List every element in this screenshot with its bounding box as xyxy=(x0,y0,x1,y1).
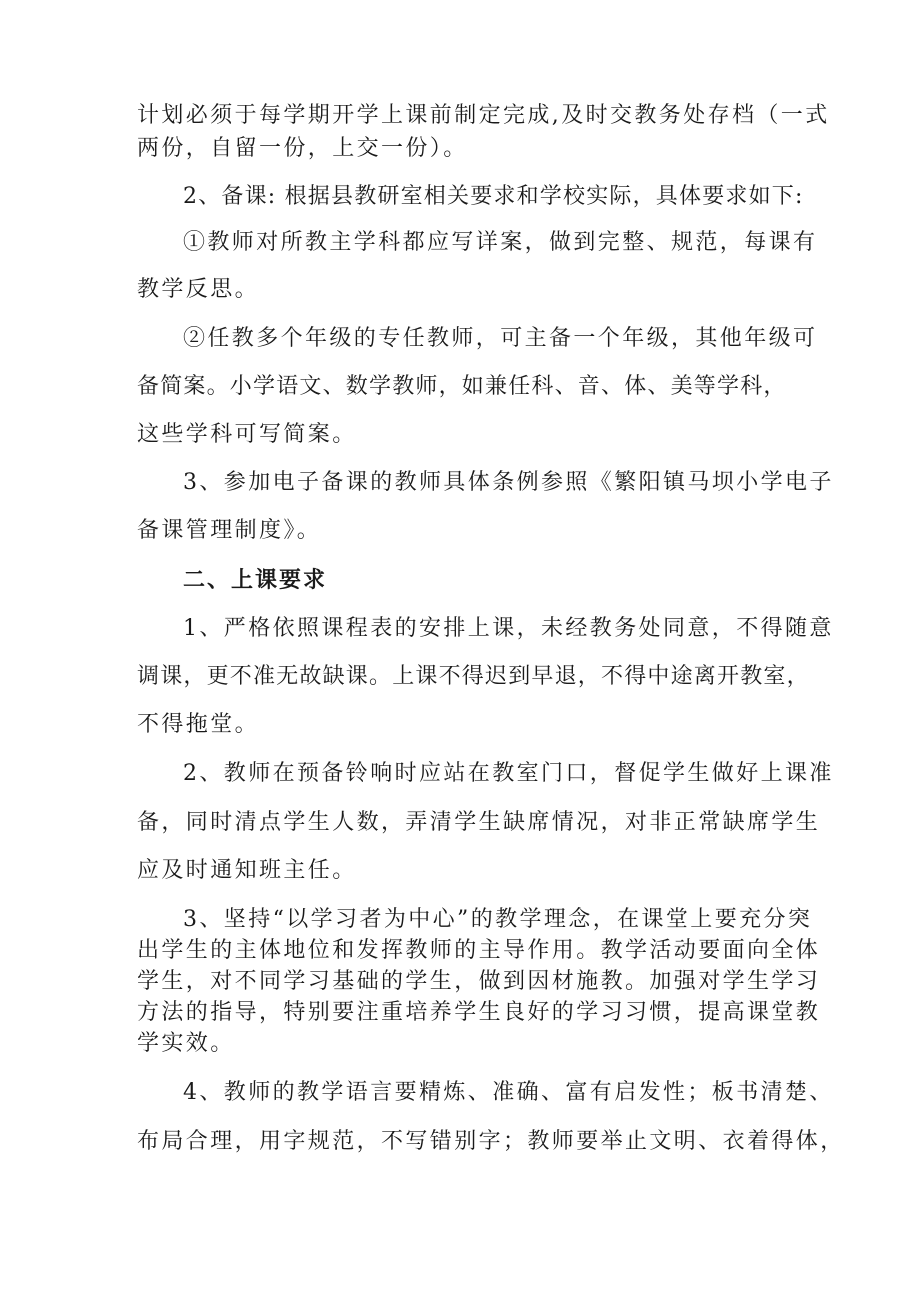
text-line: 出学生的主体地位和发挥教师的主导作用。教学活动要面向全体 xyxy=(137,938,821,963)
text-line: 布局合理，用字规范，不写错别字；教师要举止文明、衣着得体， xyxy=(137,1129,845,1154)
text-line: 备课管理制度》。 xyxy=(137,518,322,543)
text-line: 4、教师的教学语言要精炼、准确、富有启发性；板书清楚、 xyxy=(183,1080,834,1105)
text-line: 备简案。小学语文、数学教师，如兼任科、音、体、美等学科， xyxy=(137,374,787,399)
text-line: 应及时通知班主任。 xyxy=(137,858,357,883)
text-line: 调课，更不准无故缺课。上课不得迟到早退，不得中途离开教室， xyxy=(137,664,810,689)
text-line: 不得拖堂。 xyxy=(137,712,260,737)
text-line: 这些学科可写简案。 xyxy=(137,422,357,447)
text-line: 学生，对不同学习基础的学生，做到因材施教。加强对学生学习 xyxy=(137,969,821,994)
text-line: 2、教师在预备铃响时应站在教室门口，督促学生做好上课准 xyxy=(183,761,834,786)
text-line: 2、备课: 根据县教研室相关要求和学校实际，具体要求如下: xyxy=(183,184,804,209)
text-line: 计划必须于每学期开学上课前制定完成,及时交教务处存档（一式 xyxy=(137,103,830,128)
section-heading: 二、上课要求 xyxy=(183,568,328,593)
text-line: 备，同时清点学生人数，弄清学生缺席情况，对非正常缺席学生 xyxy=(137,810,821,835)
text-line: ①教师对所教主学科都应写详案，做到完整、规范，每课有 xyxy=(183,230,818,255)
text-line: 教学反思。 xyxy=(137,277,260,302)
text-line: 两份，自留一份，上交一份）。 xyxy=(137,136,468,161)
text-line: 1、严格依照课程表的安排上课，未经教务处同意，不得随意 xyxy=(183,616,834,641)
text-line: 方法的指导，特别要注重培养学生良好的学习习惯，提高课堂教 xyxy=(137,1000,821,1025)
text-line: 3、坚持“以学习者为中心”的教学理念，在课堂上要充分突 xyxy=(183,907,813,932)
text-line: ②任教多个年级的专任教师，可主备一个年级，其他年级可 xyxy=(183,326,818,351)
text-line: 学实效。 xyxy=(137,1031,235,1056)
text-line: 3、参加电子备课的教师具体条例参照《繁阳镇马坝小学电子 xyxy=(183,470,834,495)
